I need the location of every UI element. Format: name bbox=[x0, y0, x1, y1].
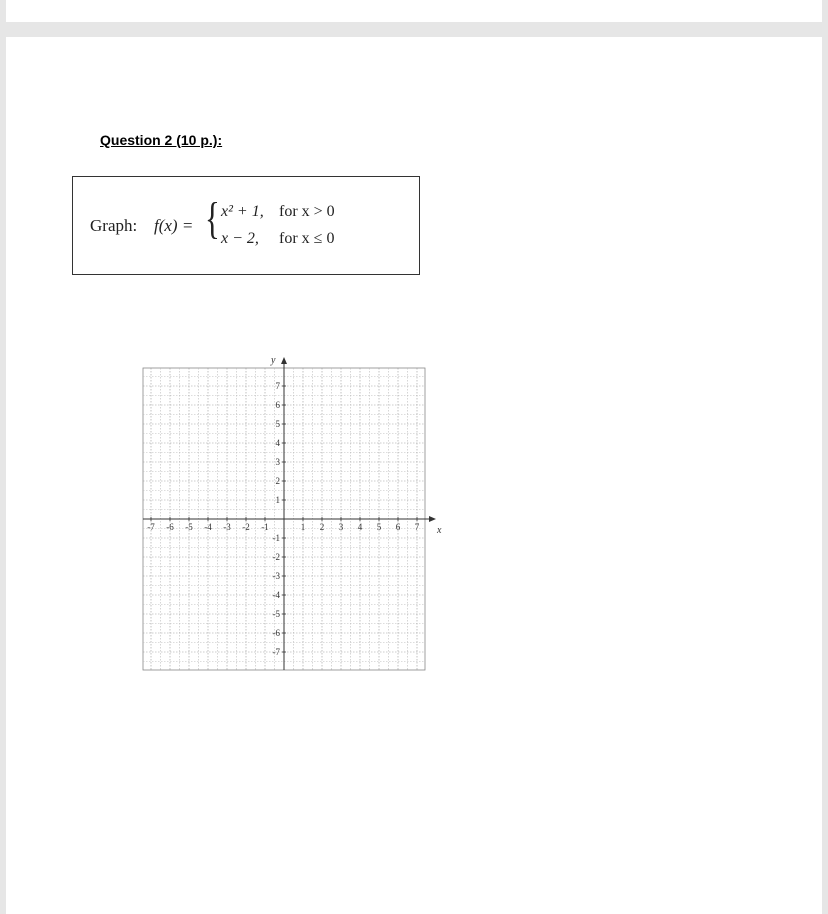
previous-page-edge bbox=[6, 0, 822, 22]
y-axis-label: y bbox=[271, 355, 276, 366]
y-tick-label: -2 bbox=[272, 552, 280, 562]
x-tick-label: -4 bbox=[204, 522, 212, 532]
x-tick-label: 3 bbox=[338, 522, 344, 532]
y-tick-label: -7 bbox=[272, 647, 280, 657]
x-tick-label: 2 bbox=[319, 522, 325, 532]
x-axis-arrow bbox=[429, 516, 436, 522]
case-1-expression: x² + 1, bbox=[221, 203, 264, 220]
x-tick-label: 1 bbox=[300, 522, 306, 532]
x-tick-label: -1 bbox=[261, 522, 269, 532]
y-tick-label: 1 bbox=[275, 495, 280, 505]
x-tick-label: 4 bbox=[357, 522, 363, 532]
y-tick-label: -1 bbox=[272, 533, 280, 543]
x-tick-label: -7 bbox=[147, 522, 155, 532]
case-2-condition: for x ≤ 0 bbox=[279, 230, 335, 247]
case-1-condition: for x > 0 bbox=[279, 203, 335, 220]
question-title: Question 2 (10 p.): bbox=[100, 132, 223, 148]
y-axis-arrow bbox=[281, 357, 287, 364]
x-tick-label: -3 bbox=[223, 522, 231, 532]
x-tick-label: -6 bbox=[166, 522, 174, 532]
y-tick-label: 6 bbox=[275, 400, 280, 410]
x-tick-label: 6 bbox=[395, 522, 401, 532]
x-tick-label: -2 bbox=[242, 522, 250, 532]
document-page bbox=[6, 37, 822, 914]
y-tick-label: 5 bbox=[275, 419, 280, 429]
y-tick-label: 4 bbox=[275, 438, 280, 448]
function-name: f(x) = bbox=[154, 216, 194, 235]
coordinate-grid bbox=[134, 317, 454, 657]
graph-prompt: Graph: bbox=[90, 216, 138, 235]
y-tick-label: 7 bbox=[275, 381, 280, 391]
y-tick-label: -4 bbox=[272, 590, 280, 600]
x-axis-label: x bbox=[437, 525, 442, 536]
y-tick-label: 3 bbox=[275, 457, 280, 467]
y-tick-label: -5 bbox=[272, 609, 280, 619]
y-tick-label: -3 bbox=[272, 571, 280, 581]
x-tick-label: 7 bbox=[414, 522, 420, 532]
piecewise-brace: { bbox=[205, 194, 220, 243]
x-tick-label: 5 bbox=[376, 522, 382, 532]
x-tick-label: -5 bbox=[185, 522, 193, 532]
y-tick-label: -6 bbox=[272, 628, 280, 638]
case-2-expression: x − 2, bbox=[221, 230, 259, 247]
y-tick-label: 2 bbox=[275, 476, 280, 486]
